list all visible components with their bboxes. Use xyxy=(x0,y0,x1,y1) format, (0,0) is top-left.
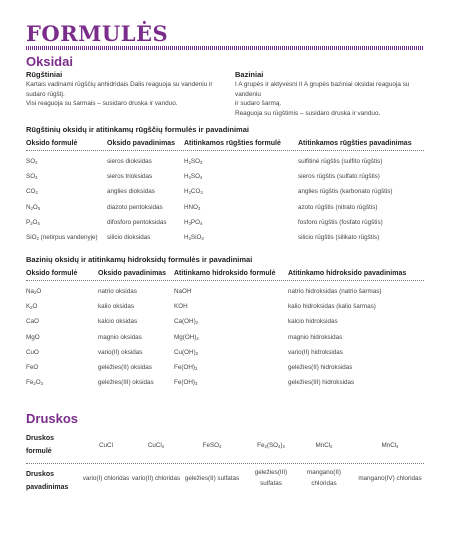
title-rule xyxy=(26,46,424,50)
table-row xyxy=(26,330,424,345)
column-header: Oksido pavadinimas xyxy=(98,270,167,277)
oxide-name: kalio oksidas xyxy=(98,303,135,311)
acid-name: fosforo rūgštis (fosfato rūgštis) xyxy=(298,218,383,226)
hydroxide-name: kalcio hidroksidas xyxy=(288,318,338,326)
oxide-formula: $Na_2O$ xyxy=(26,288,42,295)
oxide-formula: FeO xyxy=(26,363,39,371)
base-table-header xyxy=(26,267,424,281)
druskos-formula-label: Druskos formulė xyxy=(26,435,55,455)
druskos-separator xyxy=(26,463,424,464)
oxide-formula: $K_2O$ xyxy=(26,303,38,311)
page-title: FORMULĖS xyxy=(26,21,169,46)
oxide-name: diazoto pentoksidas xyxy=(107,203,163,211)
acid-table-header xyxy=(26,137,424,151)
acid-formula: $HNO_3$ xyxy=(184,203,201,211)
oxide-formula: CuO xyxy=(26,348,39,356)
druskos-heading: Druskos xyxy=(26,411,79,426)
baziniai-line: I A grupės ir aktyvesni II A grupės baziniai oksidai reaguoja su vandeniu xyxy=(235,81,410,98)
salt-name: geležies(III) sulfatas xyxy=(254,469,288,487)
acid-name: silicio rūgštis (silikato rūgštis) xyxy=(298,233,380,241)
hydroxide-name: geležies(III) hidroksidas xyxy=(288,379,355,387)
salt-formula: CuCl$_2$ xyxy=(147,442,165,449)
acid-formula: $H_2SO_3$ xyxy=(184,158,203,165)
column-header: Oksido formulė xyxy=(26,270,78,277)
oxide-formula: $SO_3$ xyxy=(26,173,38,181)
salt-name: geležies(II) sulfatas xyxy=(184,475,240,482)
baziniai-line: Reaguoja su rūgštimis – susidaro druska ir vanduo. xyxy=(235,109,381,117)
column-header: Atitinkamo hidroksido pavadinimas xyxy=(288,270,407,277)
oxide-name: vario(II) oksidas xyxy=(98,348,143,356)
table-row xyxy=(26,230,424,245)
acid-name: sieros rūgštis (sulfato rūgštis) xyxy=(298,173,380,181)
table-row xyxy=(26,345,424,360)
table-row xyxy=(26,314,424,329)
oxide-name: silicio dioksidas xyxy=(107,233,151,241)
table-row xyxy=(26,169,424,184)
rugstiniai-line: Kartais vadinami rūgščių anhidridais Dalis reaguoja su vandeniu ir xyxy=(26,81,213,88)
hydroxide-formula: $Fe(OH)_2$ xyxy=(174,363,198,371)
acid-table-body xyxy=(26,151,424,245)
acid-formula: $H_2SO_4$ xyxy=(184,173,203,181)
oxide-formula: $Fe_2O_3$ xyxy=(26,379,43,387)
acid-name: sulfitinė rūgštis (sulfito rūgštis) xyxy=(298,158,383,165)
table-row xyxy=(26,299,424,314)
oxide-name: anglies dioksidas xyxy=(107,188,155,196)
druskos-name-label: Druskos pavadinimas xyxy=(26,471,69,491)
table-row xyxy=(26,184,424,199)
base-table-body xyxy=(26,281,424,390)
salt-name: mangano(II) chloridas xyxy=(307,469,341,487)
column-header: Atitinkamos rūgšties pavadinimas xyxy=(298,140,412,147)
acid-name: anglies rūgštis (karbonato rūgštis) xyxy=(298,188,393,196)
salt-formula: CuCl xyxy=(99,442,113,449)
oxide-name: geležies(II) oksidas xyxy=(98,363,152,371)
acid-formula: $H_2CO_3$ xyxy=(184,188,203,196)
table-row xyxy=(26,200,424,215)
hydroxide-name: vario(II) hidroksidas xyxy=(288,348,343,356)
salt-formula: MnCl$_4$ xyxy=(381,442,399,449)
rugstiniai-text xyxy=(26,80,226,109)
hydroxide-formula: KOH xyxy=(174,303,188,311)
oxide-formula: SiO$_2$ (netirpus vandenyje) xyxy=(26,233,98,241)
oxide-formula: CaO xyxy=(26,318,39,326)
baziniai-line: ir sudaro šarmą. xyxy=(235,100,282,108)
salt-name: vario(I) chloridas xyxy=(82,475,130,482)
oxide-formula: MgO xyxy=(26,333,40,341)
column-header: Atitinkamos rūgšties formulė xyxy=(184,140,281,147)
hydroxide-name: natrio hidroksidas (natrio šarmas) xyxy=(288,288,382,295)
acid-table xyxy=(26,137,424,245)
oxide-name: kalcio oksidas xyxy=(98,318,138,326)
hydroxide-formula: $Cu(OH)_2$ xyxy=(174,348,199,356)
table-row xyxy=(26,375,424,390)
hydroxide-formula: NaOH xyxy=(174,288,192,295)
salt-formula: $Fe_2(SO_4)_3$ xyxy=(257,442,285,449)
acid-table-heading: Rūgštinių oksidų ir atitinkamų rūgščių formulės ir pavadinimai xyxy=(26,125,249,134)
oxide-name: difosforo pentoksidas xyxy=(107,218,167,226)
salt-name: vario(II) chloridas xyxy=(131,475,181,482)
hydroxide-formula: $Mg(OH)_2$ xyxy=(174,333,199,341)
salt-formula: MnCl$_2$ xyxy=(315,442,333,449)
acid-formula: $H_2SiO_3$ xyxy=(184,233,204,241)
rugstiniai-line: Visi reaguoja su šarmais – susidaro druska ir vanduo. xyxy=(26,100,178,108)
oxide-formula: $N_2O_5$ xyxy=(26,203,41,211)
hydroxide-name: geležies(II) hidroksidas xyxy=(288,363,353,371)
druskos-name-row xyxy=(26,465,424,499)
oxide-name: natrio oksidas xyxy=(98,288,137,295)
oxide-name: sieros dioksidas xyxy=(107,158,152,165)
hydroxide-name: kalio hidroksidas (kalio šarmas) xyxy=(288,303,376,311)
oxide-formula: $P_2O_5$ xyxy=(26,218,40,226)
rugstiniai-heading: Rūgštiniai xyxy=(26,70,63,79)
table-row xyxy=(26,284,424,299)
column-header: Atitinkamo hidroksido formulė xyxy=(174,270,276,277)
acid-name: azoto rūgštis (nitrato rūgštis) xyxy=(298,203,378,211)
hydroxide-formula: $Ca(OH)_2$ xyxy=(174,318,199,326)
hydroxide-name: magnio hidroksidas xyxy=(288,333,343,341)
oxide-formula: $CO_2$ xyxy=(26,188,38,196)
table-row xyxy=(26,215,424,230)
salt-formula: FeSO$_4$ xyxy=(202,442,222,449)
oxide-name: sieros trioksidas xyxy=(107,173,153,181)
oxide-formula: $SO_2$ xyxy=(26,158,38,165)
base-table xyxy=(26,267,424,390)
oksidai-heading: Oksidai xyxy=(26,54,73,69)
baziniai-heading: Baziniai xyxy=(235,70,264,79)
rugstiniai-line: sudaro rūgštį. xyxy=(26,90,65,98)
table-row xyxy=(26,154,424,169)
table-row xyxy=(26,360,424,375)
hydroxide-formula: $Fe(OH)_3$ xyxy=(174,379,198,387)
base-table-heading: Bazinių oksidų ir atitinkamų hidroksidų formulės ir pavadinimai xyxy=(26,255,253,264)
salt-name: mangano(IV) chloridas xyxy=(358,475,422,482)
druskos-formula-row xyxy=(26,430,424,462)
column-header: Oksido pavadinimas xyxy=(107,140,176,147)
acid-formula: $H_3PO_4$ xyxy=(184,218,203,226)
column-header: Oksido formulė xyxy=(26,140,78,147)
oxide-name: geležies(III) oksidas xyxy=(98,379,154,387)
oxide-name: magnio oksidas xyxy=(98,333,142,341)
baziniai-text xyxy=(235,80,425,118)
